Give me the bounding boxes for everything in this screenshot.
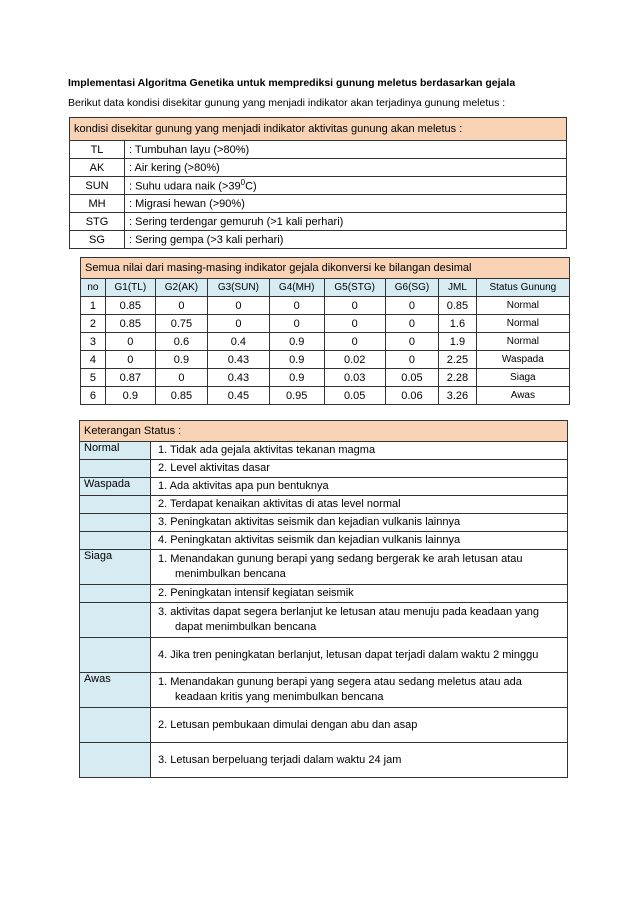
cell: 0 [105,333,155,351]
cell: 0.9 [269,351,324,369]
status-category: Waspada [80,478,151,496]
table-row [81,369,570,387]
table-row [81,333,570,351]
status-desc: 2. Terdapat kenaikan aktivitas di atas level normal [151,496,568,514]
status-table [79,420,568,778]
status-desc: 2. Level aktivitas dasar [151,460,568,478]
cell: 0 [324,333,385,351]
page-subtitle: Berikut data kondisi disekitar gunung yang menjadi indikator akan terjadinya gunung meletus : [68,97,506,109]
cell: 0 [324,297,385,315]
cell: 3.26 [439,387,476,405]
status-category: Awas [80,673,151,708]
column-header: G3(SUN) [208,279,270,297]
status-category [80,532,151,550]
indicator-code: SG [70,231,125,249]
status-category [80,603,151,638]
cell: 1.9 [439,333,476,351]
cell: 0.05 [385,369,439,387]
status-desc: 2. Peningkatan intensif kegiatan seismik [151,585,568,603]
column-header: JML [439,279,476,297]
status-desc: 4. Jika tren peningkatan berlanjut, letusan dapat terjadi dalam waktu 2 minggu [151,638,568,673]
status-category: Normal [80,442,151,460]
indicator-desc-unit: C) [245,180,257,193]
indicator-desc: : Sering terdengar gemuruh (>1 kali perhari) [125,213,567,231]
status-cell: Normal [476,315,569,333]
cell: 0 [208,315,270,333]
column-header: G4(MH) [269,279,324,297]
cell: 0.43 [208,351,270,369]
indicator-desc: : Air kering (>80%) [125,159,567,177]
column-header: no [81,279,106,297]
indicator-code: STG [70,213,125,231]
cell: 0.9 [269,333,324,351]
cell: 0 [324,315,385,333]
table-row [81,315,570,333]
indicator-code: AK [70,159,125,177]
cell: 0 [269,297,324,315]
indicator-desc: : Migrasi hewan (>90%) [125,195,567,213]
column-header: G1(TL) [105,279,155,297]
status-desc: 3. Letusan berpeluang terjadi dalam waktu 24 jam [151,743,568,778]
cell: 0 [155,297,207,315]
column-header: G6(SG) [385,279,439,297]
indicator-code: MH [70,195,125,213]
cell: 5 [81,369,106,387]
status-category [80,585,151,603]
status-cell: Siaga [476,369,569,387]
cell: 0.45 [208,387,270,405]
column-header: G5(STG) [324,279,385,297]
cell: 0 [269,315,324,333]
column-header: Status Gunung [476,279,569,297]
cell: 2.25 [439,351,476,369]
indicator-desc: : Sering gempa (>3 kali perhari) [125,231,567,249]
degree-superscript: 0 [240,178,246,188]
table-row [81,297,570,315]
status-cell: Normal [476,333,569,351]
status-category [80,743,151,778]
cell: 0 [155,369,207,387]
page-title: Implementasi Algoritma Genetika untuk memprediksi gunung meletus berdasarkan gejala [68,77,516,89]
indicator-table [69,117,567,249]
indicator-desc: : Tumbuhan layu (>80%) [125,141,567,159]
status-category: Siaga [80,550,151,585]
cell: 2.28 [439,369,476,387]
status-category [80,638,151,673]
cell: 0.4 [208,333,270,351]
cell: 1 [81,297,106,315]
status-desc: 3. aktivitas dapat segera berlanjut ke letusan atau menuju pada keadaan yang dapat menimbulkan bencana [151,603,568,638]
status-desc: 1. Tidak ada gejala aktivitas tekanan magma [151,442,568,460]
status-category [80,496,151,514]
cell: 0 [385,315,439,333]
status-desc: 2. Letusan pembukaan dimulai dengan abu dan asap [151,708,568,743]
cell: 6 [81,387,106,405]
indicator-table-header: kondisi disekitar gunung yang menjadi indikator aktivitas gunung akan meletus : [70,118,567,141]
status-category [80,460,151,478]
cell: 0.9 [105,387,155,405]
status-cell: Normal [476,297,569,315]
status-desc: 3. Peningkatan aktivitas seismik dan kejadian vulkanis lainnya [151,514,568,532]
cell: 0.06 [385,387,439,405]
cell: 0.85 [439,297,476,315]
table-row [81,351,570,369]
status-desc: 1. Ada aktivitas apa pun bentuknya [151,478,568,496]
cell: 3 [81,333,106,351]
status-table-header: Keterangan Status : [80,421,568,442]
cell: 0.9 [155,351,207,369]
status-desc: 1. Menandakan gunung berapi yang sedang bergerak ke arah letusan atau menimbulkan bencana [151,550,568,585]
indicator-desc-text: : Suhu udara naik (>39 [129,180,241,193]
cell: 0.87 [105,369,155,387]
cell: 0 [385,351,439,369]
status-cell: Awas [476,387,569,405]
cell: 2 [81,315,106,333]
cell: 0.85 [155,387,207,405]
conversion-table [80,257,570,405]
conversion-table-header: Semua nilai dari masing-masing indikator gejala dikonversi ke bilangan desimal [81,258,570,279]
cell: 0 [105,351,155,369]
cell: 0.75 [155,315,207,333]
cell: 0.9 [269,369,324,387]
table-row [81,387,570,405]
status-category [80,708,151,743]
indicator-code: TL [70,141,125,159]
cell: 0.6 [155,333,207,351]
indicator-desc [125,177,567,195]
status-category [80,514,151,532]
cell: 0.05 [324,387,385,405]
cell: 0 [208,297,270,315]
cell: 0 [385,297,439,315]
cell: 0.02 [324,351,385,369]
cell: 1.6 [439,315,476,333]
cell: 0 [385,333,439,351]
cell: 0.03 [324,369,385,387]
status-desc: 4. Peningkatan aktivitas seismik dan kejadian vulkanis lainnya [151,532,568,550]
indicator-code: SUN [70,177,125,195]
cell: 0.85 [105,297,155,315]
status-cell: Waspada [476,351,569,369]
cell: 0.43 [208,369,270,387]
status-desc: 1. Menandakan gunung berapi yang segera atau sedang meletus atau ada keadaan kritis yang menimbulkan bencana [151,673,568,708]
cell: 0.85 [105,315,155,333]
cell: 4 [81,351,106,369]
column-header: G2(AK) [155,279,207,297]
cell: 0.95 [269,387,324,405]
